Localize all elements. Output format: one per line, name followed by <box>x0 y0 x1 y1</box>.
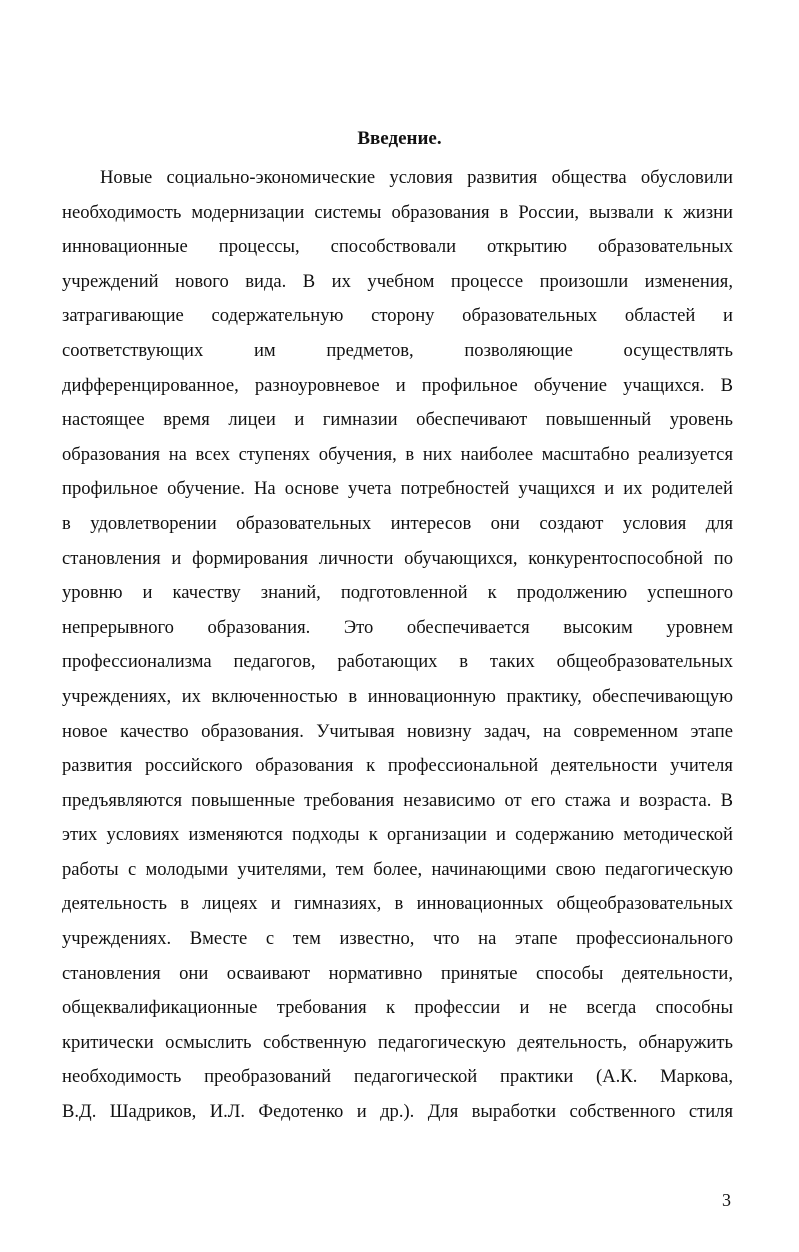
text-line: предъявляются повышенные требования независимо от его стажа и возраста. В <box>62 789 733 811</box>
text-line: становления и формирования личности обучающихся, конкурентоспособной по <box>62 547 733 569</box>
text-line: этих условиях изменяются подходы к организации и содержанию методической <box>62 824 733 846</box>
text-line: соответствующих им предметов, позволяющие осуществлять <box>62 339 733 361</box>
text-line: профессионализма педагогов, работающих в таких общеобразовательных <box>62 651 733 673</box>
text-line: новое качество образования. Учитывая новизну задач, на современном этапе <box>62 720 733 742</box>
text-line: в удовлетворении образовательных интересов они создают условия для <box>62 512 733 534</box>
text-line: работы с молодыми учителями, тем более, начинающими свою педагогическую <box>62 858 733 880</box>
text-line: инновационные процессы, способствовали открытию образовательных <box>62 236 733 258</box>
text-line: учреждениях, их включенностью в инновационную практику, обеспечивающую <box>62 685 733 707</box>
section-heading: Введение. <box>357 128 442 149</box>
text-line: учреждениях. Вместе с тем известно, что на этапе профессионального <box>62 928 733 950</box>
text-line: необходимость модернизации системы образования в России, вызвали к жизни <box>62 201 733 223</box>
text-line: необходимость преобразований педагогической практики (А.К. Маркова, <box>62 1066 733 1088</box>
text-line: критически осмыслить собственную педагогическую деятельность, обнаружить <box>62 1031 733 1053</box>
text-line: В.Д. Шадриков, И.Л. Федотенко и др.). Для выработки собственного стиля <box>62 1101 733 1123</box>
text-line: общеквалификационные требования к профессии и не всегда способны <box>62 997 733 1019</box>
text-line: профильное обучение. На основе учета потребностей учащихся и их родителей <box>62 478 733 500</box>
text-line: учреждений нового вида. В их учебном процессе произошли изменения, <box>62 270 733 292</box>
text-line: образования на всех ступенях обучения, в них наиболее масштабно реализуется <box>62 443 733 465</box>
page-number: 3 <box>722 1190 731 1210</box>
text-line: Новые социально-экономические условия развития общества обусловили <box>100 167 733 188</box>
text-line: затрагивающие содержательную сторону образовательных областей и <box>62 305 733 327</box>
paragraph <box>62 164 733 1133</box>
text-line: настоящее время лицеи и гимназии обеспечивают повышенный уровень <box>62 409 733 431</box>
text-line: развития российского образования к профессиональной деятельности учителя <box>62 755 733 777</box>
text-line: уровню и качеству знаний, подготовленной к продолжению успешного <box>62 582 733 604</box>
text-line: становления они осваивают нормативно принятые способы деятельности, <box>62 962 733 984</box>
text-line: деятельность в лицеях и гимназиях, в инновационных общеобразовательных <box>62 893 733 915</box>
text-line: непрерывного образования. Это обеспечивается высоким уровнем <box>62 616 733 638</box>
text-line: дифференцированное, разноуровневое и профильное обучение учащихся. В <box>62 374 733 396</box>
